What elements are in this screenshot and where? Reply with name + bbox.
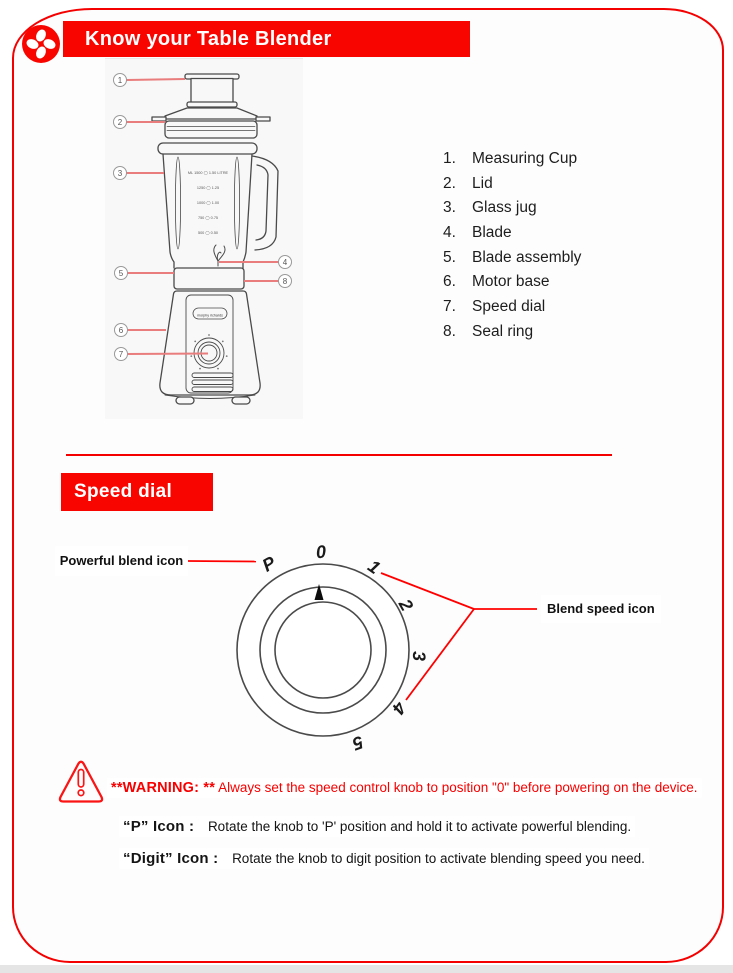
blender-diagram [105, 58, 303, 419]
svg-text:5: 5 [349, 731, 367, 755]
list-item: 6. Motor base [443, 273, 550, 291]
list-item: 7. Speed dial [443, 298, 546, 316]
powerful-blend-icon-label: Powerful blend icon [55, 546, 188, 576]
blend-speed-icon-label: Blend speed icon [541, 595, 661, 623]
warning-bold: **WARNING: ** [111, 780, 216, 796]
list-item: 8. Seal ring [443, 322, 534, 340]
svg-text:500 ◯ 0.50: 500 ◯ 0.50 [197, 231, 219, 235]
section-title-know-your-blender: Know your Table Blender [63, 21, 470, 57]
list-item: 2. Lid [443, 174, 493, 192]
fan-icon [22, 25, 60, 63]
list-item: 3. Glass jug [443, 199, 537, 217]
list-item: 5. Blade assembly [443, 248, 582, 266]
section-title-speed-dial: Speed dial [61, 473, 213, 511]
svg-text:1250 ◯ 1.25: 1250 ◯ 1.25 [196, 186, 220, 190]
list-item: 1. Measuring Cup [443, 150, 578, 167]
svg-text:1000 ◯ 1.00: 1000 ◯ 1.00 [196, 201, 220, 205]
blender-illustration [105, 59, 303, 419]
jug-markings [188, 171, 229, 235]
svg-text:2: 2 [117, 117, 123, 127]
svg-text:1: 1 [117, 75, 123, 85]
speed-dial-figure [180, 520, 560, 772]
svg-text:8: 8 [282, 276, 288, 286]
warning-triangle-icon [56, 757, 106, 812]
warning-text [107, 778, 702, 798]
svg-text:5: 5 [118, 268, 124, 278]
svg-text:2: 2 [394, 595, 418, 615]
p-icon-instruction: “P” Icon : Rotate the knob to 'P' position and hold it to activate powerful blending. [119, 816, 635, 837]
svg-text:4: 4 [387, 698, 411, 718]
glass-jug-drawing [158, 143, 278, 268]
motor-base-drawing [160, 291, 260, 404]
svg-text:ML 1500 ◯ 1.50 LITRE: ML 1500 ◯ 1.50 LITRE [187, 171, 229, 175]
section-divider [66, 454, 612, 456]
measuring-cup-drawing [185, 74, 239, 107]
warning-body: Always set the speed control knob to position "0" before powering on the device. [218, 780, 698, 795]
brand-logo-text: morphy richards [197, 313, 223, 318]
svg-text:1: 1 [364, 555, 384, 579]
svg-text:3: 3 [408, 650, 430, 662]
svg-text:4: 4 [282, 257, 288, 267]
blade-assembly-drawing [174, 268, 244, 289]
lid-drawing [152, 108, 270, 138]
svg-text:3: 3 [117, 168, 123, 178]
svg-text:750 ◯ 0.75: 750 ◯ 0.75 [197, 216, 219, 220]
parts-list [443, 147, 581, 345]
footer-strip [0, 965, 733, 973]
svg-text:0: 0 [315, 541, 327, 563]
digit-icon-instruction: “Digit” Icon : Rotate the knob to digit position to activate blending speed you need. [119, 848, 649, 869]
svg-text:P: P [258, 552, 280, 576]
svg-text:6: 6 [118, 325, 124, 335]
svg-text:7: 7 [118, 349, 124, 359]
list-item: 4. Blade [443, 224, 512, 242]
